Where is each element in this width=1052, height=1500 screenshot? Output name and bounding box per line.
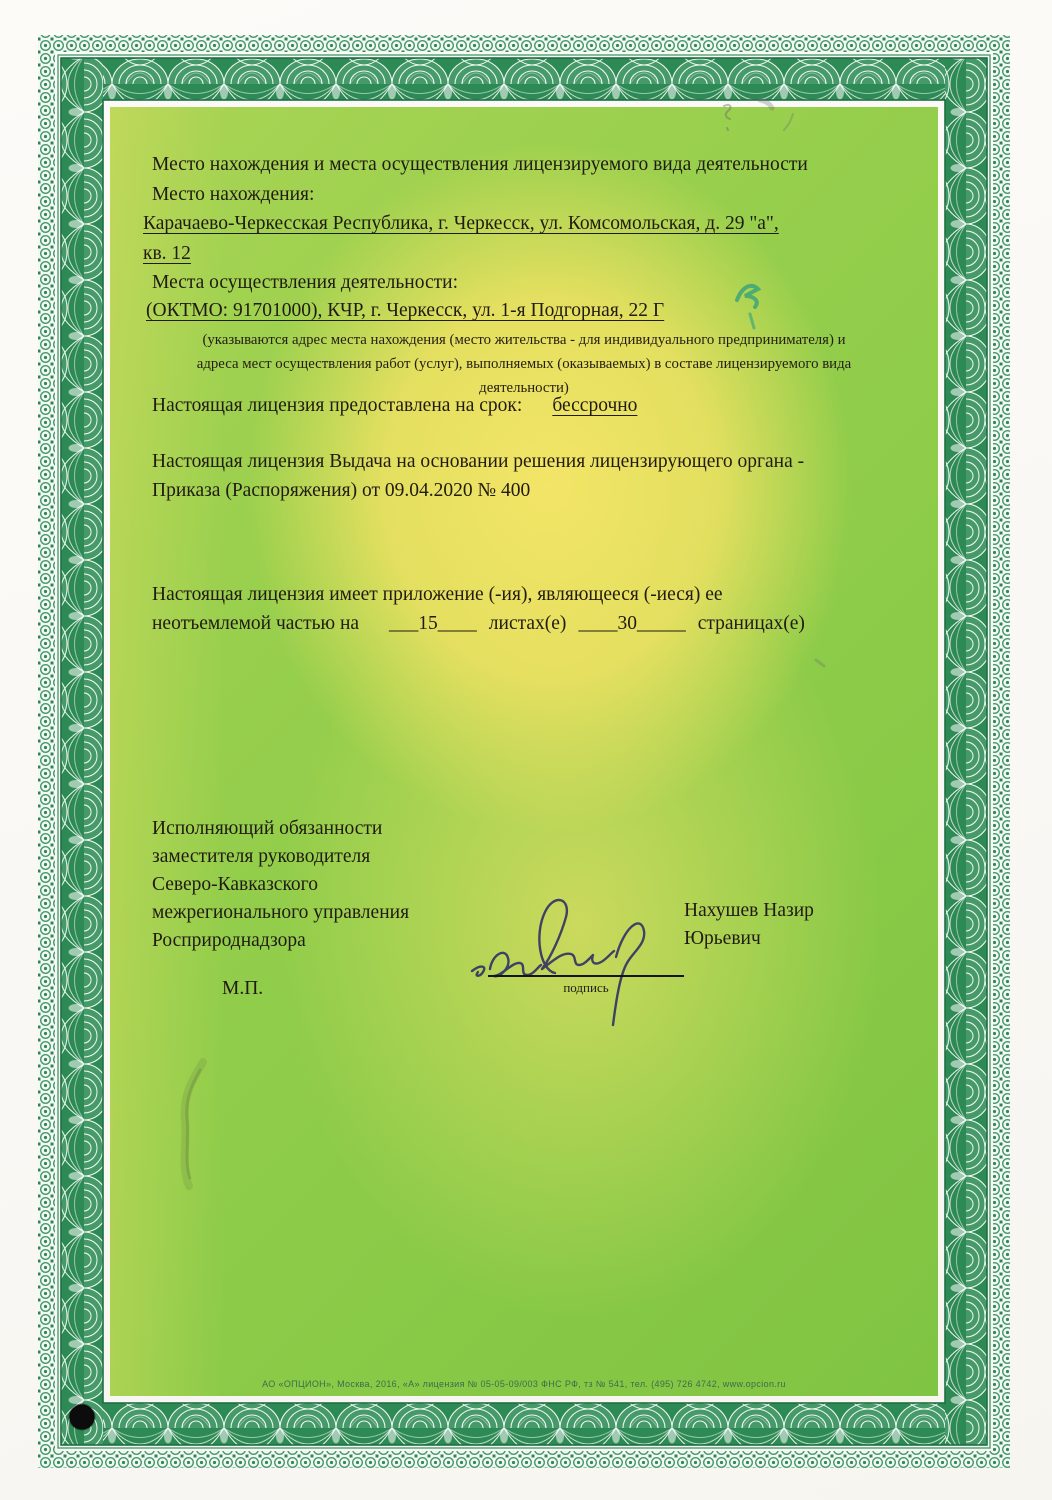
signer-name-line1: Нахушев Назир — [684, 900, 814, 921]
punch-hole — [70, 1405, 95, 1430]
official-title-block — [152, 815, 409, 955]
footnote-line2: адреса мест осуществления работ (услуг), выполняемых (оказываемых) в составе лицензируемого вида — [196, 356, 852, 372]
pages-count: 30 — [617, 613, 637, 634]
handwritten-signature — [458, 847, 688, 1027]
sheets-unit-label: листах(е) — [488, 613, 567, 634]
address-footnote — [138, 328, 910, 400]
license-term-label: Настоящая лицензия предоставлена на срок: — [152, 395, 523, 416]
signature-caption: подпись — [563, 980, 609, 995]
seal-placeholder: М.П. — [222, 978, 264, 999]
pages-underscore-before: ____ — [578, 613, 618, 634]
certificate-panel — [110, 107, 938, 1396]
license-term-value: бессрочно — [552, 395, 638, 416]
attachment-prefix: неотъемлемой частью на — [152, 613, 360, 634]
sheets-underscore-after: ____ — [437, 613, 477, 634]
locations-heading: Место нахождения и места осуществления лицензируемого вида деятельности — [152, 154, 808, 175]
official-title-line2: заместителя руководителя — [152, 846, 371, 867]
attachment-line1: Настоящая лицензия имеет приложение (-ия), являющееся (-иеся) ее — [152, 584, 723, 605]
license-term-line — [152, 392, 637, 420]
footnote-line3: деятельности) — [479, 380, 569, 396]
sheets-count: 15 — [418, 613, 438, 634]
official-title-line4: межрегионального управления — [152, 902, 410, 923]
attachment-line2 — [152, 610, 805, 638]
activity-places-value: (ОКТМО: 91701000), КЧР, г. Черкесск, ул. 1-я Подгорная, 22 Г — [146, 300, 665, 321]
signer-name-line2: Юрьевич — [684, 928, 761, 949]
footnote-line1: (указываются адрес места нахождения (место жительства - для индивидуального предпринимателя) и — [202, 332, 846, 348]
official-title-line1: Исполняющий обязанности — [152, 818, 383, 839]
official-title-line5: Росприроднадзора — [152, 930, 306, 951]
signature-line — [488, 975, 684, 977]
sheets-underscore-before: ___ — [389, 613, 419, 634]
activity-places-label: Места осуществления деятельности: — [152, 272, 458, 293]
printer-imprint: АО «ОПЦИОН», Москва, 2016, «А» лицензия № 05-05-09/003 ФНС РФ, тз № 541, тел. (495) 726 4742, www.opcion.ru — [262, 1379, 786, 1389]
location-address-line1: Карачаево-Черкесская Республика, г. Черкесск, ул. Комсомольская, д. 29 "а", — [143, 213, 779, 234]
official-title-line3: Северо-Кавказского — [152, 874, 318, 895]
pages-underscore-after: _____ — [636, 613, 686, 634]
pages-unit-label: страницах(е) — [697, 613, 805, 634]
location-address-line2: кв. 12 — [143, 243, 191, 264]
basis-line2: Приказа (Распоряжения) от 09.04.2020 № 400 — [152, 480, 531, 501]
location-label: Место нахождения: — [152, 184, 315, 205]
basis-line1: Настоящая лицензия Выдача на основании решения лицензирующего органа - — [152, 451, 805, 472]
